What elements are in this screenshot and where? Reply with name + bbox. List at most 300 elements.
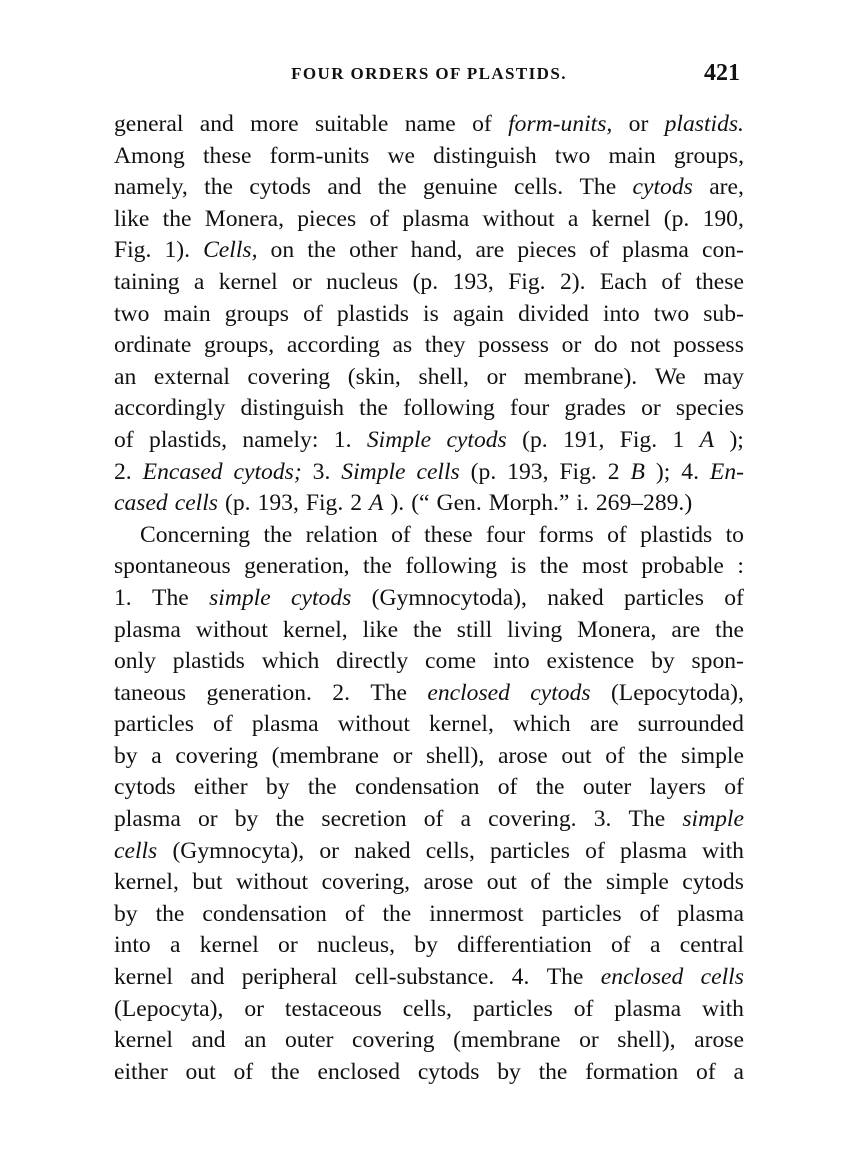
word: form-units xyxy=(269,142,370,169)
word: the xyxy=(377,174,407,201)
word: the xyxy=(263,521,293,548)
word: without xyxy=(235,869,309,896)
word: kernel xyxy=(199,932,259,959)
word: spon- xyxy=(691,648,744,675)
word: Gen. xyxy=(436,490,482,517)
text-line xyxy=(114,520,744,552)
text-line xyxy=(114,899,744,931)
word: 193, xyxy=(452,268,494,295)
word: like xyxy=(114,205,150,232)
word: out xyxy=(561,742,592,769)
word: con- xyxy=(701,237,744,264)
word: cytods xyxy=(417,1058,480,1085)
word: Concerning xyxy=(140,521,251,548)
word: possess xyxy=(478,332,549,359)
italic-word: A xyxy=(699,426,715,453)
word: 269–289.) xyxy=(595,490,693,517)
word: kernel, xyxy=(114,869,179,896)
text-line xyxy=(114,930,744,962)
word: cells, xyxy=(402,995,452,1022)
word: i. xyxy=(576,490,589,517)
word: or xyxy=(641,395,661,422)
italic-word: cytods xyxy=(446,426,507,453)
word: namely: xyxy=(242,426,319,453)
word: 1). xyxy=(164,237,190,264)
word: without xyxy=(195,616,268,643)
text-line xyxy=(114,141,744,173)
word: cells, xyxy=(425,837,475,864)
word: two xyxy=(554,142,591,169)
word: 1. xyxy=(333,426,352,453)
word: into xyxy=(492,648,530,675)
word: (p. xyxy=(224,490,251,517)
text-line xyxy=(114,709,744,741)
word: again xyxy=(452,300,504,327)
word: (Gymnocytoda), xyxy=(371,584,527,611)
word: and xyxy=(190,964,225,991)
word: two xyxy=(653,300,690,327)
word: to xyxy=(725,521,744,548)
word: (p. xyxy=(412,268,439,295)
word: suitable xyxy=(314,111,389,137)
word: 190, xyxy=(702,205,744,232)
word: plasma xyxy=(251,711,319,738)
text-line xyxy=(114,172,744,204)
word: formation xyxy=(585,1058,679,1085)
word: groups, xyxy=(673,142,744,169)
word: Each xyxy=(599,268,648,295)
word: kernel xyxy=(114,1027,173,1054)
word: Fig. xyxy=(305,490,344,517)
word: the xyxy=(363,553,392,580)
word: the xyxy=(359,395,388,422)
italic-word: Cells, xyxy=(203,237,258,264)
word: as xyxy=(392,332,413,359)
word: outer xyxy=(284,1027,334,1054)
text-line xyxy=(114,330,744,362)
word: of xyxy=(530,869,551,896)
word: ). xyxy=(390,490,405,517)
word: kernel xyxy=(591,205,651,232)
italic-word: En- xyxy=(709,458,744,485)
text-line xyxy=(114,583,744,615)
word: 2. xyxy=(332,679,350,706)
word: secretion xyxy=(321,806,407,833)
word: peripheral xyxy=(241,964,338,991)
word: these xyxy=(695,268,744,295)
word: groups, xyxy=(204,332,275,359)
word: shell, xyxy=(418,363,469,390)
word: other xyxy=(349,237,398,264)
word: of xyxy=(661,268,682,295)
word: of xyxy=(639,900,660,927)
word: the xyxy=(563,869,593,896)
word: distinguish xyxy=(433,142,537,169)
word: they xyxy=(424,332,466,359)
word: of xyxy=(696,1058,716,1085)
word: by xyxy=(414,932,438,959)
word: by xyxy=(234,806,259,833)
word: the xyxy=(307,774,337,801)
text-line xyxy=(114,962,744,994)
text-line xyxy=(114,1057,744,1089)
word: by xyxy=(497,1058,521,1085)
word: of xyxy=(573,995,594,1022)
word: groups xyxy=(224,300,289,327)
word: 193, xyxy=(257,490,299,517)
word: the xyxy=(535,774,565,801)
italic-word: cells xyxy=(174,490,218,517)
word: Fig. xyxy=(508,268,546,295)
word: existence xyxy=(546,648,635,675)
word: these xyxy=(202,142,252,169)
word: Fig. xyxy=(559,458,597,485)
text-line xyxy=(114,362,744,394)
word: taneous xyxy=(114,679,187,706)
word: The xyxy=(546,964,584,991)
word: or xyxy=(292,268,312,295)
italic-word: Simple xyxy=(341,458,406,485)
italic-word: cells xyxy=(114,837,158,864)
word: (Lepocyta), xyxy=(114,995,224,1022)
word: Fig. xyxy=(619,426,658,453)
word: main xyxy=(608,142,656,169)
word: like xyxy=(362,616,399,643)
word: or xyxy=(197,806,218,833)
word: and xyxy=(327,174,362,201)
word: spontaneous xyxy=(114,553,231,580)
word: cytods xyxy=(249,174,311,201)
word: forms xyxy=(538,521,594,548)
word: still xyxy=(456,616,493,643)
word: of xyxy=(344,900,365,927)
word: of xyxy=(114,426,134,453)
word: arose xyxy=(423,869,474,896)
word: naked xyxy=(547,584,604,611)
word: plasma xyxy=(677,900,744,927)
page-number: 421 xyxy=(704,60,740,86)
word: the xyxy=(538,1058,568,1085)
word: layers xyxy=(649,774,706,801)
text-line xyxy=(114,393,744,425)
text-line xyxy=(114,109,744,141)
word: of xyxy=(369,205,390,232)
word: The xyxy=(370,679,408,706)
italic-word: cytods xyxy=(632,174,693,201)
word: particles xyxy=(541,900,622,927)
word: these xyxy=(424,521,473,548)
word: differentiation xyxy=(457,932,592,959)
word: of xyxy=(213,711,233,738)
word: or xyxy=(278,932,298,959)
word: the xyxy=(638,742,668,769)
word: of xyxy=(391,521,411,548)
word: divided xyxy=(518,300,589,327)
italic-word: enclosed xyxy=(427,679,510,706)
word: Monera, xyxy=(577,616,657,643)
word: either xyxy=(193,774,248,801)
text-line xyxy=(114,741,744,773)
word: the xyxy=(155,900,185,927)
word: of xyxy=(472,111,492,137)
word: 2 xyxy=(607,458,620,485)
word: generation, xyxy=(244,553,350,580)
word: 2. xyxy=(114,458,132,485)
word: a xyxy=(193,268,205,295)
word: external xyxy=(153,363,230,390)
word: we xyxy=(387,142,415,169)
text-line xyxy=(114,867,744,899)
italic-word: enclosed xyxy=(600,964,684,991)
word: is xyxy=(510,553,527,580)
word: the xyxy=(307,237,337,264)
word: We xyxy=(654,363,686,390)
word: 1 xyxy=(672,426,685,453)
word: nucleus xyxy=(326,268,399,295)
word: by xyxy=(114,900,138,927)
word: but xyxy=(192,869,223,896)
word: grades xyxy=(564,395,626,422)
word: of xyxy=(589,237,609,264)
word: testaceous xyxy=(284,995,382,1022)
italic-word: cytods; xyxy=(233,458,302,485)
word: simple xyxy=(681,742,744,769)
word: the xyxy=(715,616,744,643)
word: of xyxy=(724,584,744,611)
word: 4. xyxy=(681,458,699,485)
word: cells. xyxy=(514,174,564,201)
word: particles xyxy=(623,584,704,611)
word: the xyxy=(275,806,305,833)
word: by xyxy=(265,774,290,801)
word: the xyxy=(539,553,569,580)
text-line xyxy=(114,804,744,836)
word: generation. xyxy=(206,679,312,706)
word: plastids xyxy=(172,648,245,675)
word: of xyxy=(724,774,744,801)
word: kernel xyxy=(218,268,278,295)
word: not xyxy=(630,332,661,359)
word: 2). xyxy=(559,268,586,295)
word: naked xyxy=(354,837,411,864)
word: taining xyxy=(114,268,180,295)
word: or xyxy=(561,332,582,359)
word: Among xyxy=(114,142,185,169)
word: (skin, xyxy=(347,363,401,390)
text-line xyxy=(114,994,744,1026)
word: particles xyxy=(490,837,570,864)
word: living xyxy=(507,616,563,643)
word: into xyxy=(602,300,640,327)
word: The xyxy=(152,584,189,611)
italic-word: simple xyxy=(682,806,744,833)
word: pieces xyxy=(297,205,357,232)
word: ); xyxy=(729,426,744,453)
word: plasma xyxy=(114,806,181,833)
text-line xyxy=(114,772,744,804)
word: four xyxy=(509,395,550,422)
word: or xyxy=(486,363,507,390)
word: (p. xyxy=(663,205,690,232)
word: are xyxy=(475,237,505,264)
word: of xyxy=(607,521,627,548)
word: condensation xyxy=(202,900,327,927)
word: more xyxy=(250,111,299,137)
word: 191, xyxy=(563,426,605,453)
word: plasma xyxy=(402,205,470,232)
word: 3. xyxy=(312,458,331,485)
text-line xyxy=(114,299,744,331)
word: is xyxy=(423,300,439,327)
word: main xyxy=(163,300,211,327)
word: which xyxy=(261,648,320,675)
italic-word: cytods xyxy=(530,679,591,706)
word: innermost xyxy=(429,900,524,927)
word: covering xyxy=(247,363,331,390)
word: simple xyxy=(605,869,669,896)
italic-word: cells xyxy=(700,964,744,991)
word: or xyxy=(579,1027,599,1054)
word: covering, xyxy=(321,869,411,896)
word: following xyxy=(403,395,495,422)
word: Fig. xyxy=(114,237,152,264)
word: or xyxy=(392,742,413,769)
word: particles xyxy=(114,711,194,738)
word: and xyxy=(191,1027,226,1054)
word: ); xyxy=(655,458,671,485)
word: of xyxy=(303,300,323,327)
text-line xyxy=(114,488,744,520)
word: or xyxy=(628,111,649,137)
word: (Lepocytoda), xyxy=(610,679,744,706)
word: either xyxy=(114,1058,168,1085)
word: covering xyxy=(175,742,258,769)
word: (membrane xyxy=(453,1027,561,1054)
word: or xyxy=(244,995,264,1022)
word: shell), xyxy=(617,1027,676,1054)
word: a xyxy=(460,806,471,833)
word: shell), xyxy=(426,742,485,769)
word: out xyxy=(185,1058,216,1085)
word: without xyxy=(337,711,410,738)
word: Morph.” xyxy=(488,490,570,517)
word: kernel, xyxy=(429,711,494,738)
word: The xyxy=(628,806,666,833)
italic-word: form-units, xyxy=(508,111,613,137)
word: a xyxy=(733,1058,744,1085)
text-line xyxy=(114,267,744,299)
word: (“ xyxy=(411,490,430,517)
word: an xyxy=(114,363,137,390)
word: are xyxy=(671,616,701,643)
italic-word: simple xyxy=(209,584,271,611)
word: of xyxy=(605,742,625,769)
word: central xyxy=(679,932,744,959)
word: or xyxy=(319,837,339,864)
word: of xyxy=(611,932,631,959)
word: outer xyxy=(582,774,632,801)
word: plasma xyxy=(622,237,689,264)
word: 3. xyxy=(593,806,612,833)
word: species xyxy=(675,395,744,422)
word: by xyxy=(651,648,675,675)
word: directly xyxy=(336,648,409,675)
word: with xyxy=(702,995,744,1022)
word: by xyxy=(114,742,138,769)
word: which xyxy=(513,711,571,738)
word: 4. xyxy=(511,964,530,991)
italic-word: Encased xyxy=(142,458,223,485)
word: ordinate xyxy=(114,332,192,359)
word: come xyxy=(425,648,477,675)
text-line xyxy=(114,551,744,583)
word: covering xyxy=(351,1027,435,1054)
word: kernel, xyxy=(282,616,348,643)
word: pieces xyxy=(517,237,577,264)
italic-word: Simple xyxy=(366,426,432,453)
word: into xyxy=(114,932,151,959)
italic-word: cells xyxy=(416,458,460,485)
text-line xyxy=(114,425,744,457)
word: (Gymnocyta), xyxy=(172,837,305,864)
word: 1. xyxy=(114,584,132,611)
word: with xyxy=(702,837,744,864)
word: without xyxy=(482,205,555,232)
word: arose xyxy=(694,1027,744,1054)
word: two xyxy=(114,300,150,327)
word: arose xyxy=(497,742,548,769)
word: condensation xyxy=(354,774,480,801)
word: relation xyxy=(305,521,378,548)
word: covering. xyxy=(488,806,577,833)
word: hand, xyxy=(410,237,463,264)
word: a xyxy=(151,742,162,769)
word: the xyxy=(204,174,233,201)
word: (p. xyxy=(522,426,548,453)
word: possess xyxy=(673,332,744,359)
word: particles xyxy=(472,995,553,1022)
body-text xyxy=(114,109,744,1088)
word: plastids, xyxy=(149,426,228,453)
word: plasma xyxy=(614,995,682,1022)
text-line xyxy=(114,615,744,647)
word: on xyxy=(270,237,295,264)
word: the xyxy=(413,616,442,643)
word: of xyxy=(423,806,444,833)
word: general xyxy=(114,111,184,137)
text-line xyxy=(114,678,744,710)
word: a xyxy=(567,205,579,232)
word: probable xyxy=(641,553,724,580)
word: are, xyxy=(709,174,744,201)
word: the xyxy=(270,1058,300,1085)
text-line xyxy=(114,457,744,489)
word: a xyxy=(649,932,661,959)
word: 193, xyxy=(507,458,549,485)
word: plastids xyxy=(640,521,713,548)
word: plasma xyxy=(619,837,687,864)
word: according xyxy=(286,332,380,359)
text-line xyxy=(114,646,744,678)
word: The xyxy=(579,174,617,201)
word: an xyxy=(244,1027,267,1054)
word: 2 xyxy=(350,490,363,517)
italic-word: A xyxy=(369,490,384,517)
word: of xyxy=(497,774,518,801)
word: of xyxy=(233,1058,254,1085)
word: plastids xyxy=(336,300,409,327)
word: (p. xyxy=(470,458,497,485)
